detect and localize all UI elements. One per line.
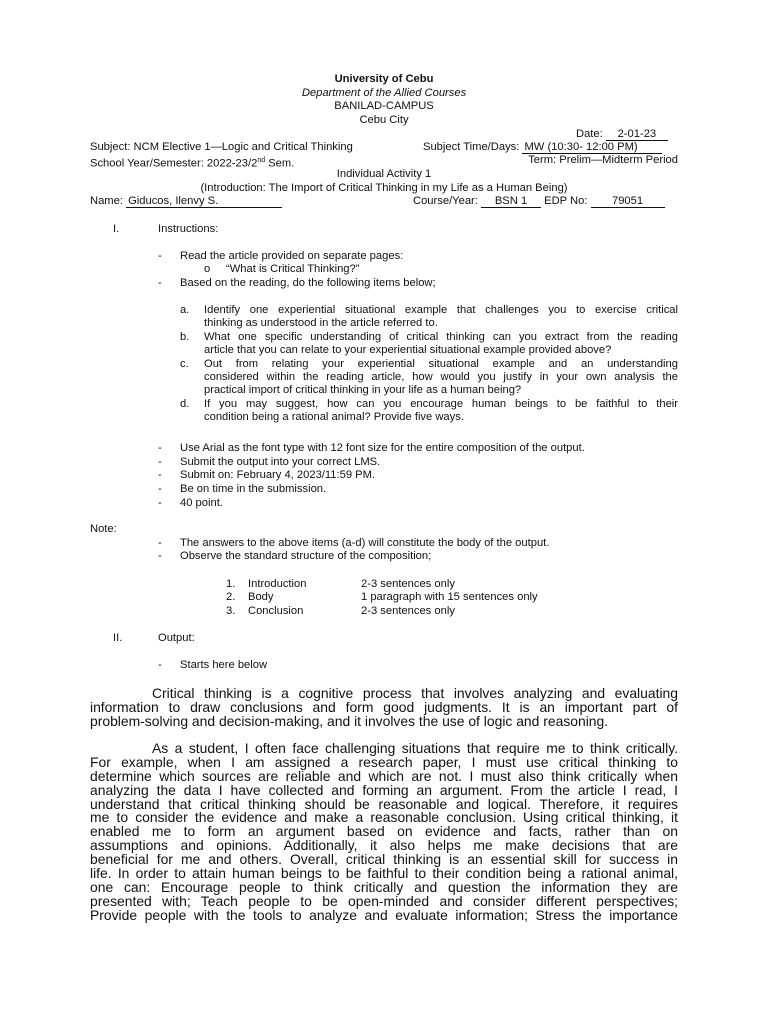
paragraph-line: problem-solving and decision-making, and it involves the use of logic and reasoning. bbox=[90, 714, 609, 729]
date-line bbox=[576, 128, 668, 141]
paragraph-line: understand that critical thinking should be reasonable and logical. Therefore, it requires bbox=[90, 797, 678, 812]
lettered-list bbox=[180, 304, 678, 425]
paragraph-line: determine which sources are reliable and which are not. I must also think critically when bbox=[90, 769, 678, 784]
activity-title: Individual Activity 1 bbox=[336, 168, 432, 180]
structure-number: 1. bbox=[226, 578, 236, 590]
term-line: Term: Prelim—Midterm Period bbox=[528, 154, 678, 166]
instruction-item: Read the article provided on separate pages: bbox=[180, 250, 404, 262]
output-paragraph bbox=[90, 742, 678, 923]
item-line: If you may suggest, how can you encourage human beings to be faithful to their bbox=[204, 397, 678, 410]
paragraph-line: enabled me to form an argument based on evidence and facts, rather than on bbox=[90, 825, 678, 840]
name-label: Name: bbox=[90, 195, 123, 207]
dash-marker: - bbox=[158, 456, 162, 468]
structure-part: Body bbox=[248, 591, 274, 603]
school-year-sup: nd bbox=[257, 157, 266, 164]
university-name: University of Cebu bbox=[334, 73, 434, 85]
subject-line: Subject: NCM Elective 1—Logic and Critical Thinking bbox=[90, 141, 353, 153]
paragraph-line: beneficial for me and others. Overall, critical thinking is an essential skill for success in bbox=[90, 853, 678, 868]
structure-desc: 1 paragraph with 15 sentences only bbox=[361, 591, 538, 603]
school-year-suffix: Sem. bbox=[265, 157, 295, 170]
dash-marker: - bbox=[158, 469, 162, 481]
paragraph-line: Critical thinking is a cognitive process that involves analyzing and evaluating bbox=[152, 687, 678, 701]
structure-desc: 2-3 sentences only bbox=[361, 605, 455, 617]
paragraph-line: one can: Encourage people to think critically and question the information they are bbox=[90, 880, 678, 895]
campus-name: BANILAD-CAMPUS bbox=[334, 100, 434, 112]
structure-number: 3. bbox=[226, 605, 236, 617]
date-label: Date: bbox=[576, 128, 603, 140]
structure-number: 2. bbox=[226, 591, 236, 603]
rule-item: Submit on: February 4, 2023/11:59 PM. bbox=[180, 469, 376, 481]
output-paragraph bbox=[90, 687, 678, 729]
subject-time-label: Subject Time/Days: bbox=[423, 141, 520, 153]
section-heading: Instructions: bbox=[158, 223, 219, 235]
structure-part: Introduction bbox=[248, 578, 307, 590]
section-numeral: I. bbox=[113, 223, 120, 235]
item-line: Identify one experiential situational example that challenges you to exercise critical bbox=[204, 304, 678, 316]
structure-desc: 2-3 sentences only bbox=[361, 578, 455, 590]
name-value: Giducos, Ilenvy S. bbox=[126, 195, 282, 208]
item-line: considered within the reading article, how would you justify in your own analysis the bbox=[204, 371, 678, 384]
list-item bbox=[180, 398, 678, 425]
note-item: The answers to the above items (a-d) will constitute the body of the output. bbox=[180, 537, 550, 549]
paragraph-line: life. In order to attain human beings to be faithful to their condition being a rational animal, bbox=[90, 867, 678, 881]
note-label: Note: bbox=[90, 523, 117, 535]
item-letter: b. bbox=[180, 330, 190, 343]
item-line: practical import of critical thinking in your life as a human being? bbox=[204, 384, 522, 397]
dash-marker: - bbox=[158, 442, 162, 454]
paragraph-line: information to draw conclusions and form good judgments. It is an important part of bbox=[90, 700, 678, 715]
output-item: Starts here below bbox=[180, 659, 268, 671]
school-year-text: School Year/Semester: 2022-23/2 bbox=[90, 157, 258, 170]
list-item bbox=[180, 358, 678, 398]
article-title: “What is Critical Thinking?” bbox=[226, 263, 360, 275]
item-letter: c. bbox=[180, 357, 189, 370]
paragraph-line: me to consider the evidence and make a reasonable conclusion. Using critical thinking, it bbox=[90, 811, 678, 826]
structure-part: Conclusion bbox=[248, 605, 304, 617]
list-item bbox=[180, 304, 678, 331]
rule-item: Use Arial as the font type with 12 font size for the entire composition of the output. bbox=[180, 442, 585, 454]
department-name: Department of the Allied Courses bbox=[301, 87, 467, 99]
item-line: What one specific understanding of critical thinking can you extract from the reading bbox=[204, 330, 678, 343]
subject-time-line bbox=[423, 141, 662, 154]
rule-item: Be on time in the submission. bbox=[180, 483, 327, 495]
list-item bbox=[180, 331, 678, 358]
rule-item: Submit the output into your correct LMS. bbox=[180, 456, 381, 468]
date-value: 2-01-23 bbox=[606, 128, 668, 141]
dash-marker: - bbox=[158, 250, 162, 262]
rule-item: 40 point. bbox=[180, 497, 223, 509]
item-letter: d. bbox=[180, 397, 190, 410]
section-heading: Output: bbox=[158, 632, 195, 644]
dash-marker: - bbox=[158, 483, 162, 495]
item-letter: a. bbox=[180, 304, 190, 316]
course-line bbox=[413, 195, 665, 208]
paragraph-line: assumptions and opinions. Additionally, it also helps me make decisions that are bbox=[90, 839, 678, 854]
subject-time-value: MW (10:30- 12:00 PM) bbox=[522, 141, 662, 154]
item-line: thinking as understood in the article referred to. bbox=[204, 317, 438, 330]
paragraph-line: For example, when I am assigned a research paper, I must use critical thinking to bbox=[90, 755, 678, 770]
activity-subtitle: (Introduction: The Import of Critical Thinking in my Life as a Human Being) bbox=[200, 182, 568, 194]
dash-marker: - bbox=[158, 277, 162, 289]
dash-marker: - bbox=[158, 659, 162, 671]
paragraph-line: analyzing the data I have collected and forming an argument. From the article I read, I bbox=[90, 783, 678, 798]
paragraph-line: Provide people with the tools to analyze and evaluate information; Stress the importance bbox=[90, 908, 678, 923]
item-line: Out from relating your experiential situational example and an understanding bbox=[204, 357, 678, 370]
paragraph-line: As a student, I often face challenging situations that require me to think critically. bbox=[152, 742, 678, 756]
course-label: Course/Year: bbox=[413, 195, 478, 207]
name-line bbox=[90, 195, 282, 208]
dash-marker: - bbox=[158, 497, 162, 509]
edp-label: EDP No: bbox=[544, 195, 588, 207]
item-line: condition being a rational animal? Provide five ways. bbox=[204, 411, 464, 424]
circle-marker: o bbox=[204, 263, 211, 275]
dash-marker: - bbox=[158, 537, 162, 549]
item-line: article that you can relate to your experiential situational example provided above? bbox=[204, 344, 612, 357]
section-numeral: II. bbox=[113, 632, 123, 644]
course-value: BSN 1 bbox=[481, 195, 541, 208]
dash-marker: - bbox=[158, 550, 162, 562]
city-name: Cebu City bbox=[359, 114, 409, 126]
instruction-item: Based on the reading, do the following items below; bbox=[180, 277, 436, 289]
note-item: Observe the standard structure of the composition; bbox=[180, 550, 432, 562]
paragraph-line: presented with; Teach people to be open-minded and consider different perspectives; bbox=[90, 894, 678, 909]
edp-value: 79051 bbox=[591, 195, 665, 208]
